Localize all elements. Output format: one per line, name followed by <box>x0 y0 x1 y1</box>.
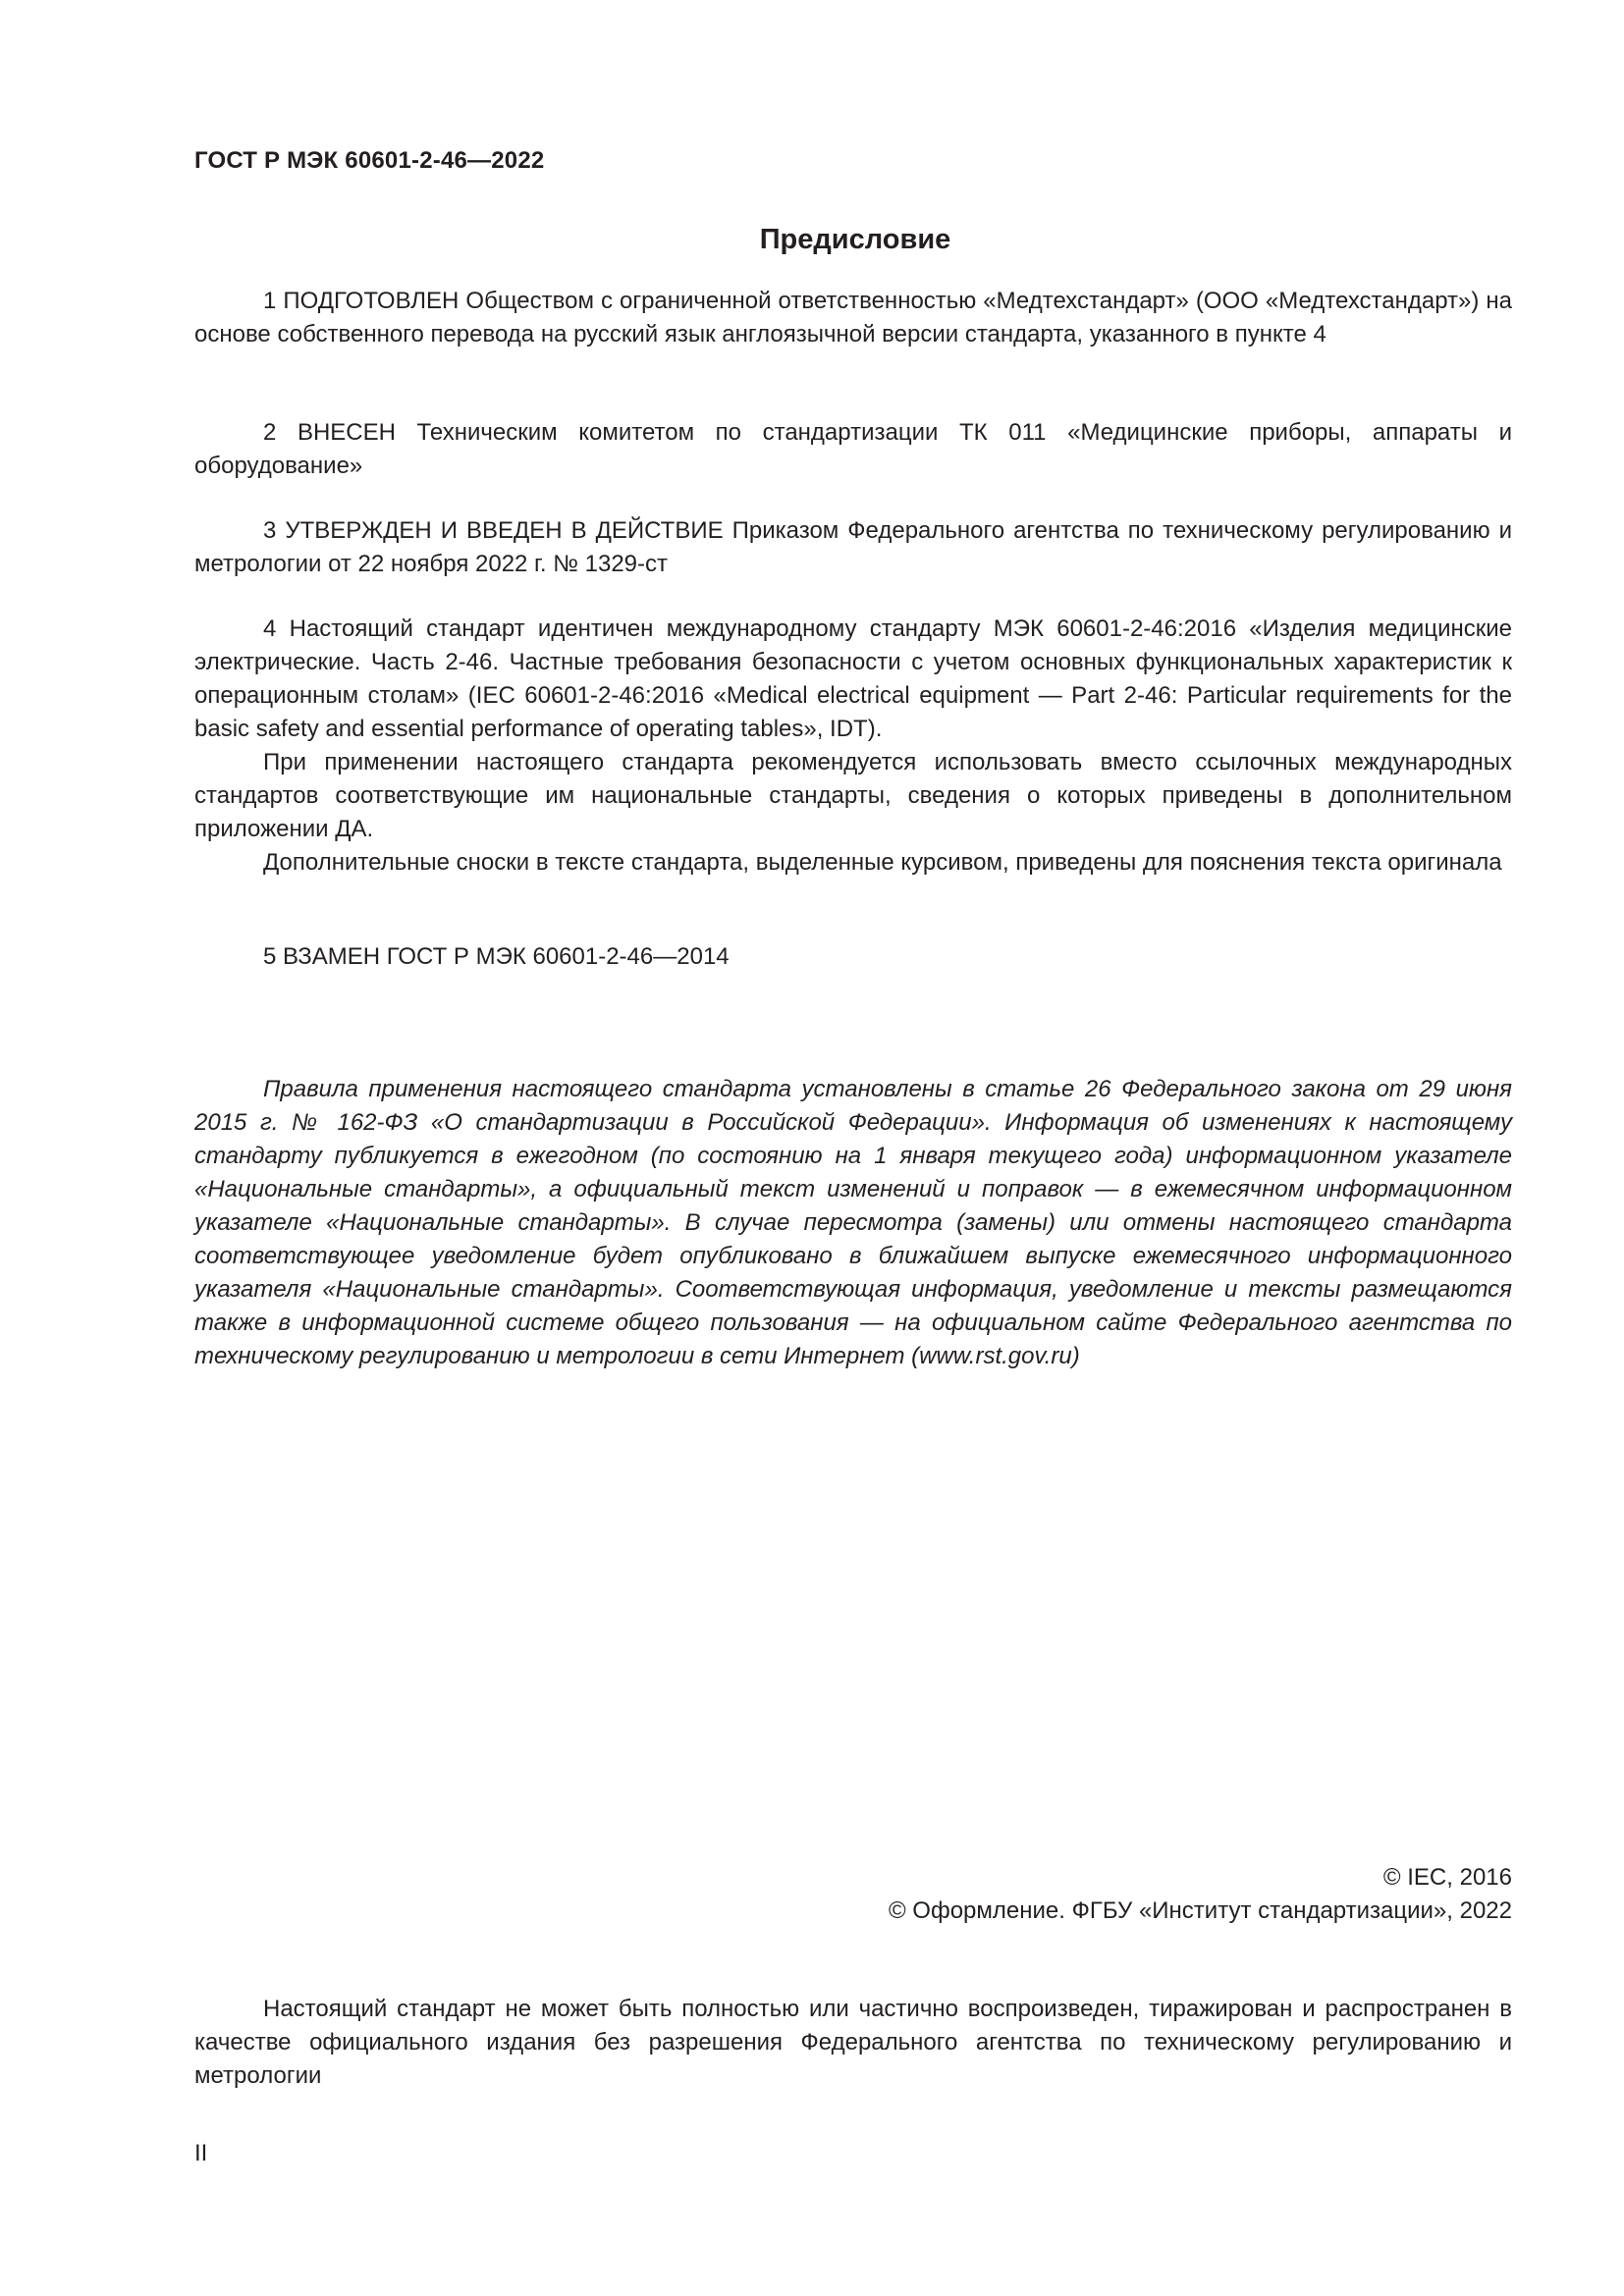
reproduction-notice <box>194 1993 1512 2093</box>
application-rules-block <box>194 1073 1512 1373</box>
page-title: Предисловие <box>759 224 951 255</box>
foreword-item-4-paragraph-2: При применении настоящего стандарта рекомендуется использовать вместо ссылочных международных стандартов соответствующие им национальные стандарты, сведения о которых приведены в дополнительном приложении ДА. <box>194 749 1512 842</box>
foreword-item-5-text: 5 ВЗАМЕН ГОСТ Р МЭК 60601-2-46—2014 <box>263 943 730 970</box>
foreword-item-1 <box>194 285 1512 351</box>
copyright-iec: © IEC, 2016 <box>1382 1864 1512 1891</box>
foreword-item-5 <box>194 940 1512 974</box>
foreword-item-2-text: 2 ВНЕСЕН Техническим комитетом по стандартизации ТК 011 «Медицинские приборы, аппараты и оборудование» <box>194 419 1512 479</box>
application-rules-text: Правила применения настоящего стандарта установлены в статье 26 Федерального закона от 29 июня 2015 г. № 162-ФЗ «О стандартизации в Российской Федерации». Информация об изменениях к настоящему стандарту публикуется в ежегодном (по состоянию на 1 января текущего года) информационном указателе «Национальные стандарты», а официальный текст изменений и поправок — в ежемесячном информационном указателе «Национальные стандарты». В случае пересмотра (замены) или отмены настоящего стандарта соответствующее уведомление будет опубликовано в ближайшем выпуске ежемесячного информационного указателя «Национальные стандарты». Соответствующая информация, уведомление и тексты размещаются также в информационной системе общего пользования — на официальном сайте Федерального агентства по техническому регулированию и метрологии в сети Интернет (www.rst.gov.ru) <box>194 1076 1512 1369</box>
foreword-item-4 <box>194 613 1512 880</box>
foreword-item-2 <box>194 416 1512 483</box>
reproduction-notice-text: Настоящий стандарт не может быть полностью или частично воспроизведен, тиражирован и распространен в качестве официального издания без разрешения Федерального агентства по техническому регулированию и метрологии <box>194 1996 1512 2089</box>
foreword-item-4-paragraph-1: 4 Настоящий стандарт идентичен международному стандарту МЭК 60601-2-46:2016 «Изделия медицинские электрические. Часть 2-46. Частные требования безопасности с учетом основных функциональных характеристик к операционным столам» (IEC 60601-2-46:2016 «Medical electrical equipment — Part 2-46: Particular requirements for the basic safety and essential performance of operating tables», IDT). <box>194 615 1512 742</box>
foreword-item-3 <box>194 514 1512 581</box>
standard-code-header: ГОСТ Р МЭК 60601-2-46—2022 <box>194 147 545 174</box>
foreword-item-4-paragraph-3: Дополнительные сноски в тексте стандарта, выделенные курсивом, приведены для пояснения текста оригинала <box>263 849 1502 876</box>
copyright-design: © Оформление. ФГБУ «Институт стандартизации», 2022 <box>888 1897 1512 1924</box>
foreword-item-3-text: 3 УТВЕРЖДЕН И ВВЕДЕН В ДЕЙСТВИЕ Приказом Федерального агентства по техническому регулированию и метрологии от 22 ноября 2022 г. № 1329-ст <box>194 517 1512 577</box>
copyright-block <box>889 1861 1512 1928</box>
foreword-item-1-text: 1 ПОДГОТОВЛЕН Обществом с ограниченной ответственностью «Медтехстандарт» (ООО «Медтехстандарт») на основе собственного перевода на русский язык англоязычной версии стандарта, указанного в пункте 4 <box>194 288 1512 347</box>
page-number: II <box>194 2140 208 2166</box>
